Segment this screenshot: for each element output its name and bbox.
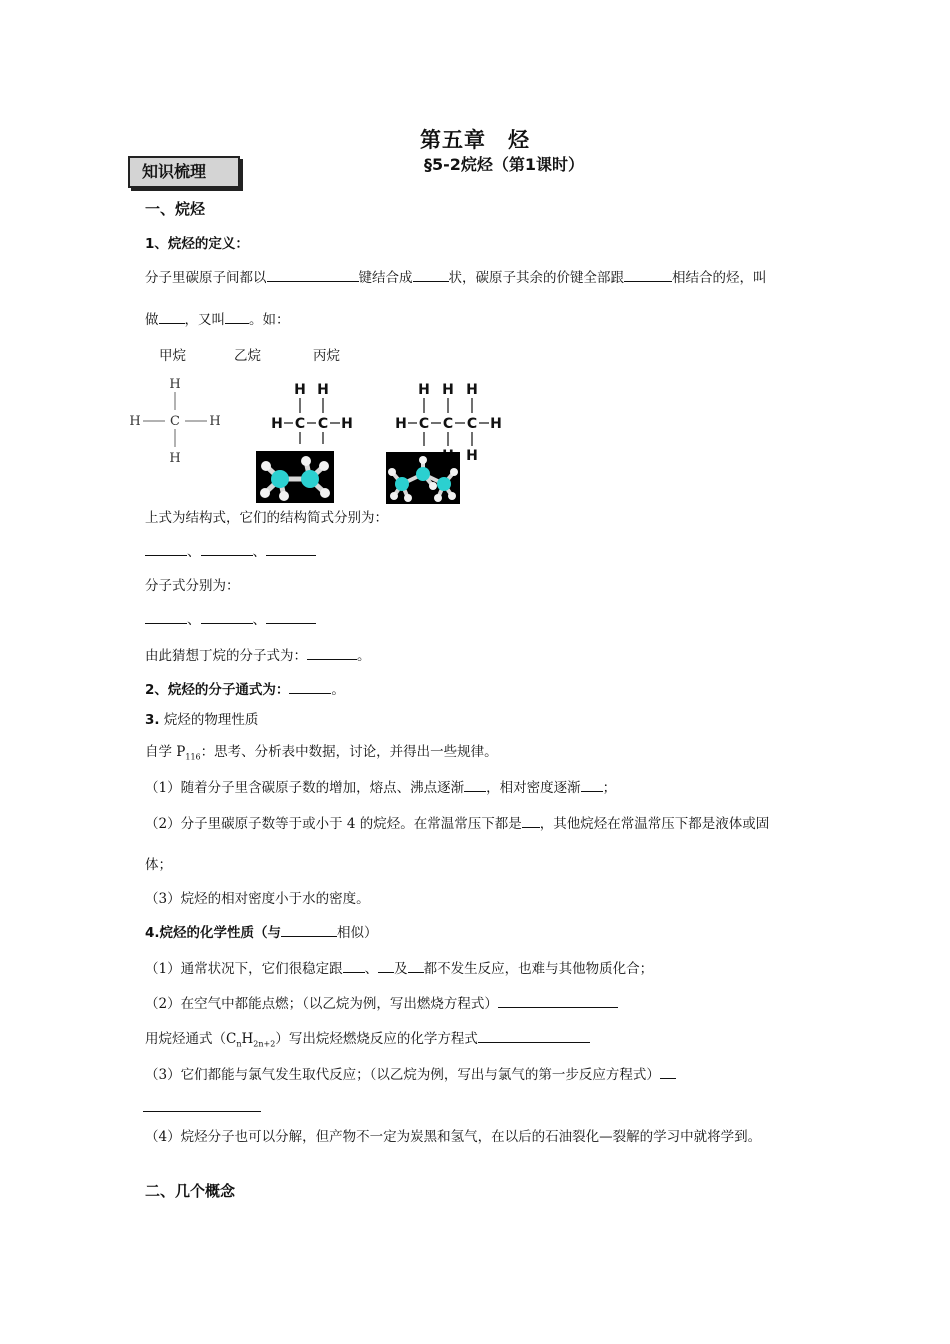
propane-ball-model	[386, 452, 460, 504]
ethane-structure	[270, 378, 360, 458]
atom-H: H	[169, 451, 181, 466]
atom-H: H	[418, 382, 430, 398]
physical-2-cont: 体；	[145, 857, 172, 873]
butane-question: 由此猜想丁烷的分子式为： 。	[145, 644, 371, 664]
atom-C: C	[418, 416, 430, 432]
blank[interactable]	[581, 777, 603, 792]
blank[interactable]	[266, 541, 316, 556]
answer-line[interactable]	[143, 1111, 261, 1112]
atom-H: H	[466, 382, 478, 398]
atom-H: H	[294, 382, 306, 398]
definition-line-2: 做 ，又叫 。如：	[145, 308, 290, 328]
methane-label: 甲烷	[159, 348, 186, 364]
atom-H: H	[317, 382, 329, 398]
blank[interactable]	[289, 679, 331, 694]
blank[interactable]	[225, 309, 249, 324]
blank[interactable]	[378, 958, 394, 973]
blank[interactable]	[343, 958, 365, 973]
atom-C: C	[442, 416, 454, 432]
structural-blanks: 、 、	[145, 540, 316, 560]
blank[interactable]	[413, 267, 449, 282]
atom-H: H	[466, 448, 478, 464]
molformula-note: 分子式分别为：	[145, 578, 240, 594]
chemical-heading: 4.烷烃的化学性质（与 相似）	[145, 921, 378, 941]
general-formula: 2、烷烃的分子通式为： 。	[145, 678, 345, 698]
blank[interactable]	[145, 541, 187, 556]
blank[interactable]	[464, 777, 486, 792]
blank[interactable]	[159, 309, 185, 324]
ethane-label: 乙烷	[234, 348, 261, 364]
atom-C: C	[317, 416, 329, 432]
blank[interactable]	[307, 645, 357, 660]
blank[interactable]	[478, 1028, 590, 1043]
propane-label: 丙烷	[313, 348, 340, 364]
physical-1: （1）随着分子里含碳原子数的增加，熔点、沸点逐渐 ，相对密度逐渐 ；	[145, 776, 616, 796]
atom-C: C	[294, 416, 306, 432]
atom-H: H	[442, 382, 454, 398]
chemical-1: （1）通常状况下，它们很稳定跟 、 及 都不发生反应，也难与其他物质化合；	[145, 957, 653, 977]
blank[interactable]	[660, 1064, 676, 1079]
chemical-2b: 用烷烃通式$(C_nH_{2n+2})$写出烷烃燃烧反应的化学方程式	[145, 1027, 590, 1049]
blank[interactable]	[408, 958, 424, 973]
atom-H: H	[271, 416, 283, 432]
ethane-ball-model	[256, 451, 334, 503]
definition-heading: 1、烷烃的定义：	[145, 236, 249, 252]
blank[interactable]	[281, 922, 337, 937]
atom-H: H	[490, 416, 502, 432]
physical-heading: 3. 烷烃的物理性质	[145, 712, 259, 728]
chemical-4: （4）烷烃分子也可以分解，但产物不一定为炭黑和氢气，在以后的石油裂化—裂解的学习中就将学到。	[145, 1129, 762, 1145]
blank[interactable]	[498, 993, 618, 1008]
definition-line-1: 分子里碳原子间都以 键结合成 状，碳原子其余的价键全部跟 相结合的烃，叫	[145, 266, 767, 286]
methane-structure	[125, 372, 225, 468]
section-box: 知识梳理	[128, 156, 240, 188]
blank[interactable]	[267, 267, 359, 282]
blank[interactable]	[201, 609, 253, 624]
page-subtitle: §5-2烷烃（第1课时）	[424, 155, 585, 174]
chemical-3: （3）它们都能与氯气发生取代反应；（以乙烷为例，写出与氯气的第一步反应方程式）	[145, 1063, 676, 1083]
atom-H: H	[341, 416, 353, 432]
blank[interactable]	[201, 541, 253, 556]
physical-3: （3）烷烃的相对密度小于水的密度。	[145, 891, 370, 907]
atom-H: H	[209, 414, 221, 429]
blank[interactable]	[522, 813, 540, 828]
page-title: 第五章 烃	[420, 128, 530, 152]
section-1-heading: 一、烷烃	[145, 200, 206, 218]
physical-2: （2）分子里碳原子数等于或小于 4 的烷烃。在常温常压下都是 ，其他烷烃在常温常压下都是液体或固	[145, 812, 769, 832]
blank[interactable]	[624, 267, 672, 282]
atom-H: H	[395, 416, 407, 432]
atom-H: H	[169, 377, 181, 392]
atom-H: H	[129, 414, 141, 429]
atom-C: C	[170, 414, 180, 429]
blank[interactable]	[145, 609, 187, 624]
atom-C: C	[466, 416, 478, 432]
structural-note: 上式为结构式，它们的结构简式分别为：	[145, 510, 388, 526]
chemical-2: （2）在空气中都能点燃；（以乙烷为例，写出燃烧方程式）	[145, 992, 618, 1012]
section-2-heading: 二、几个概念	[145, 1182, 236, 1200]
molformula-blanks: 、 、	[145, 608, 316, 628]
blank[interactable]	[266, 609, 316, 624]
self-study: 自学 $P_{116}$：思考、分析表中数据，讨论，并得出一些规律。	[145, 744, 498, 762]
